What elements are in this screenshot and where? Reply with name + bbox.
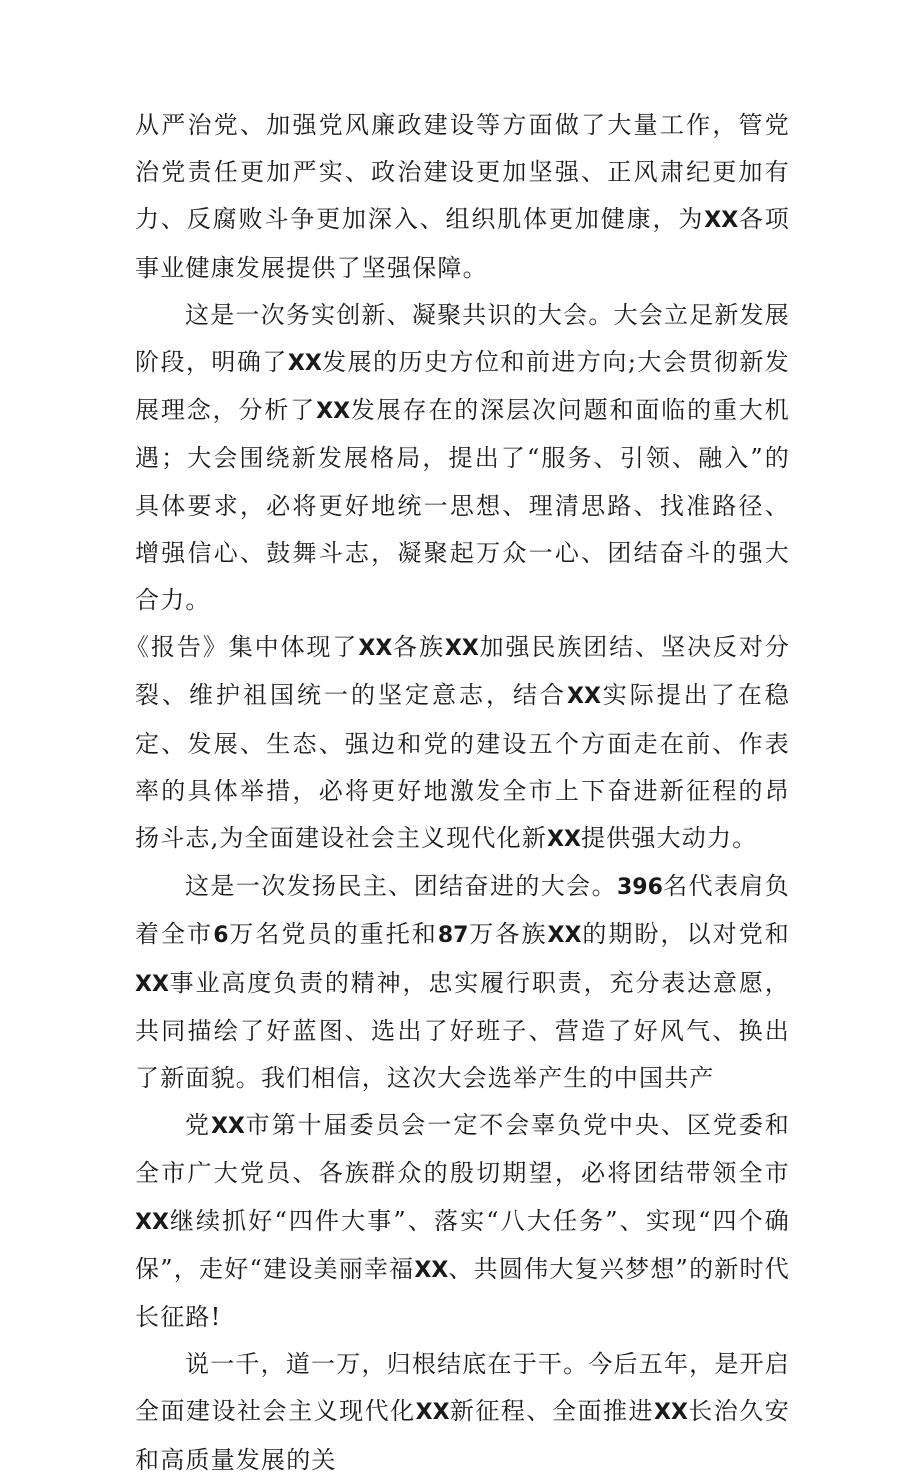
paragraph-5: 党XX市第十届委员会一定不会辜负党中央、区党委和全市广大党员、各族群众的殷切期望，必将团结带领全市XX继续抓好“四件大事”、落实“八大任务”、实现“四个确保”，走好“建设美丽幸福XX、共圆伟大复兴梦想”的新时代长征路!: [135, 1111, 791, 1332]
paragraph-3: 《报告》集中体现了XX各族XX加强民族团结、坚决反对分裂、维护祖国统一的坚定意志，结合XX实际提出了在稳定、发展、生态、强边和党的建设五个方面走在前、作表率的具体举措，必将更好地激发全市上下奋进新征程的昂扬斗志,为全面建设社会主义现代化新XX提供强大动力。: [125, 633, 791, 853]
paragraph-2: 这是一次务实创新、凝聚共识的大会。大会立足新发展阶段，明确了XX发展的历史方位和前进方向;大会贯彻新发展理念，分析了XX发展存在的深层次问题和面临的重大机遇；大会围绕新发展格局，提出了“服务、引领、融入”的具体要求，必将更好地统一思想、理清思路、找准路径、增强信心、鼓舞斗志，凝聚起万众一心、团结奋斗的强大合力。: [135, 300, 790, 615]
paragraph-1: 从严治党、加强党风廉政建设等方面做了大量工作，管党治党责任更加严实、政治建设更加坚强、正风肃纪更加有力、反腐败斗争更加深入、组织肌体更加健康，为XX各项事业健康发展提供了坚强保障。: [135, 111, 790, 282]
paragraph-4: 这是一次发扬民主、团结奋进的大会。396名代表肩负着全市6万名党员的重托和87万各族XX的期盼，以对党和XX事业高度负责的精神，忠实履行职责，充分表达意愿，共同描绘了好蓝图、选出了好班子、营造了好风气、换出了新面貌。我们相信，这次大会选举产生的中国共产: [135, 872, 790, 1093]
paragraph-6: 说一千，道一万，归根结底在于干。今后五年，是开启全面建设社会主义现代化XX新征程、全面推进XX长治久安和高质量发展的关: [135, 1350, 790, 1474]
body-text: [125, 102, 791, 1484]
